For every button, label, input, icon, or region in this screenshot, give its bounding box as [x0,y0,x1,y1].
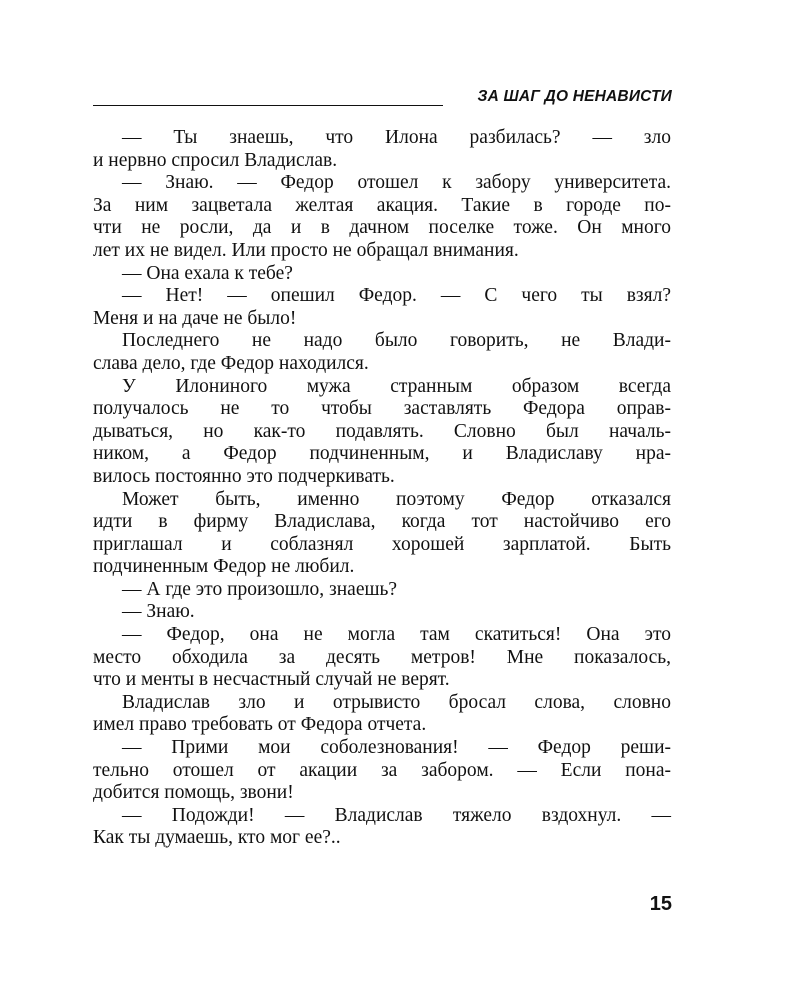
text-line: У Илониного мужа странным образом всегда [122,375,671,397]
text-line: — А где это произошло, знаешь? [122,578,398,600]
text-line: что и менты в несчастный случай не верят. [93,669,450,691]
text-line: ником, а Федор подчиненным, и Владиславу нра- [93,443,671,465]
text-line: идти в фирму Владислава, когда тот настойчиво его [93,511,671,533]
text-line: За ним зацветала желтая акация. Такие в городе по- [93,194,671,216]
text-line: добится помощь, звони! [93,782,294,804]
text-line: — Прими мои соболезнования! — Федор реши- [122,737,671,759]
text-line: вилось постоянно это подчеркивать. [93,465,395,487]
text-line: Как ты думаешь, кто мог ее?.. [93,827,341,849]
text-line: тельно отошел от акации за забором. — Если пона- [93,759,671,781]
text-line: получалось не то чтобы заставлять Федора оправ- [93,398,671,420]
text-line: место обходила за десять метров! Мне показалось, [93,646,671,668]
text-line: Последнего не надо было говорить, не Влади- [122,330,671,352]
text-line: — Федор, она не могла там скатиться! Она это [122,624,671,646]
running-head: ЗА ШАГ ДО НЕНАВИСТИ [477,88,672,105]
text-line: лет их не видел. Или просто не обращал внимания. [93,239,519,261]
text-line: чти не росли, да и в дачном поселке тоже. Он много [93,217,671,239]
text-line: — Знаю. [122,601,195,623]
text-line: подчиненным Федор не любил. [93,556,355,578]
text-line: и нервно спросил Владислав. [93,149,338,171]
header-rule [93,105,443,106]
text-line: — Она ехала к тебе? [122,262,293,284]
text-line: Меня и на даче не было! [93,307,297,329]
text-line: — Знаю. — Федор отошел к забору университета. [122,172,671,194]
text-line: — Ты знаешь, что Илона разбилась? — зло [122,127,671,148]
text-line: — Подожди! — Владислав тяжело вздохнул. — [122,804,671,826]
text-line: имел право требовать от Федора отчета. [93,714,427,736]
text-line: дываться, но как-то подавлять. Словно был началь- [93,420,671,442]
text-line: — Нет! — опешил Федор. — С чего ты взял? [122,285,671,307]
text-line: Может быть, именно поэтому Федор отказался [122,488,671,510]
body-text [93,127,671,850]
text-line: приглашал и соблазнял хорошей зарплатой. Быть [93,533,671,555]
page-number: 15 [649,893,672,915]
text-line: Владислав зло и отрывисто бросал слова, словно [122,691,671,713]
text-line: слава дело, где Федор находился. [93,352,369,374]
